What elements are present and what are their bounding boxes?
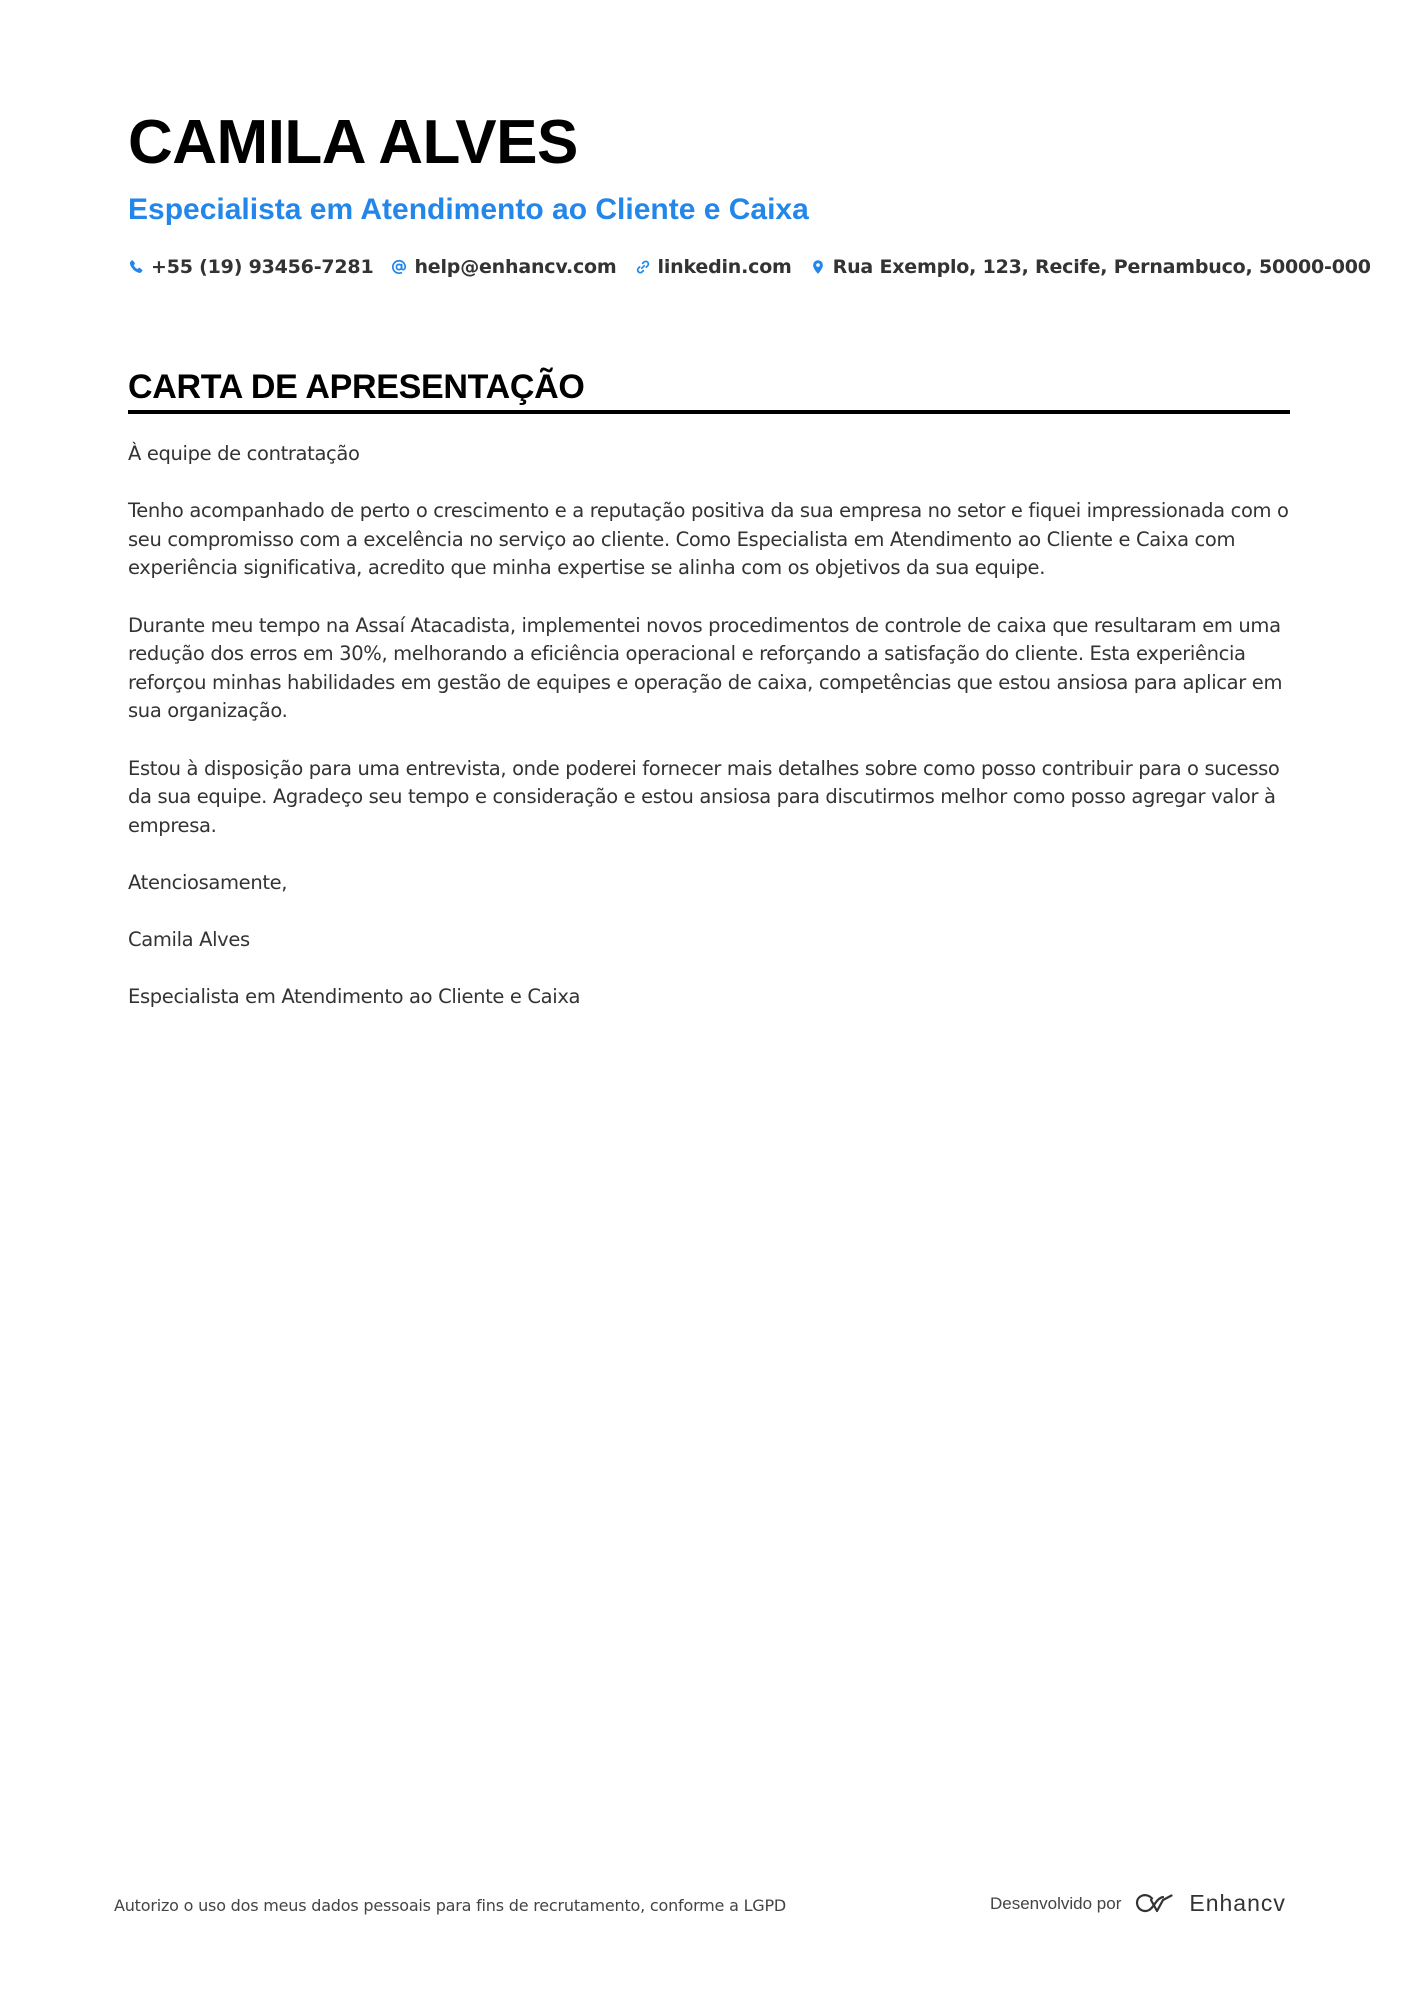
section-divider (128, 410, 1290, 414)
signature-name: Camila Alves (128, 928, 250, 952)
link-icon (635, 259, 651, 275)
at-sign-icon (391, 259, 407, 275)
email-text: help@enhancv.com (414, 256, 617, 278)
section-title: CARTA DE APRESENTAÇÃO (128, 368, 585, 406)
contact-phone[interactable] (128, 256, 373, 278)
letter-greeting: À equipe de contratação (128, 442, 360, 465)
letter-paragraph: Estou à disposição para uma entrevista, onde poderei fornecer mais detalhes sobre como posso contribuir para o sucesso da sua equipe. Agradeço seu tempo e consideração e estou ansiosa para discutirmos melhor como posso agregar valor à empresa. (128, 756, 1280, 837)
letter-paragraph: Tenho acompanhado de perto o crescimento e a reputação positiva da sua empresa no setor e fiquei impressionada com o seu compromisso com a excelência no serviço ao cliente. Como Especialista em Atendimento ao Cliente e Caixa com experiência significativa, acredito que minha expertise se alinha com os objetivos da sua equipe. (128, 499, 1289, 580)
phone-text: +55 (19) 93456-7281 (151, 256, 374, 278)
address-text: Rua Exemplo, 123, Recife, Pernambuco, 50000-000 (832, 256, 1371, 278)
contact-linkedin[interactable] (635, 256, 792, 278)
footer-brand[interactable] (990, 1890, 1286, 1917)
letter-body (128, 440, 1290, 1040)
letter-paragraph: Durante meu tempo na Assaí Atacadista, implementei novos procedimentos de controle de caixa que resultaram em uma redução dos erros em 30%, melhorando a eficiência operacional e reforçando a satisfação do cliente. Esta experiência reforçou minhas habilidades em gestão de equipes e operação de caixa, competências que estou ansiosa para aplicar em sua organização. (128, 613, 1283, 723)
linkedin-text: linkedin.com (657, 256, 792, 278)
candidate-title: Especialista em Atendimento ao Cliente e Caixa (128, 193, 809, 226)
candidate-name: CAMILA ALVES (128, 108, 578, 177)
footer-consent-text: Autorizo o uso dos meus dados pessoais para fins de recrutamento, conforme a LGPD (114, 1896, 787, 1915)
powered-by-label: Desenvolvido por (990, 1893, 1122, 1913)
contact-email[interactable] (391, 256, 616, 278)
signature-title: Especialista em Atendimento ao Cliente e Caixa (128, 985, 581, 1009)
brand-name: Enhancv (1189, 1890, 1286, 1916)
letter-closing: Atenciosamente, (128, 870, 288, 894)
location-pin-icon (810, 259, 826, 275)
enhancv-logo-icon (1133, 1891, 1179, 1917)
phone-icon (128, 259, 144, 275)
contact-bar (128, 256, 1389, 278)
contact-address (810, 256, 1371, 278)
